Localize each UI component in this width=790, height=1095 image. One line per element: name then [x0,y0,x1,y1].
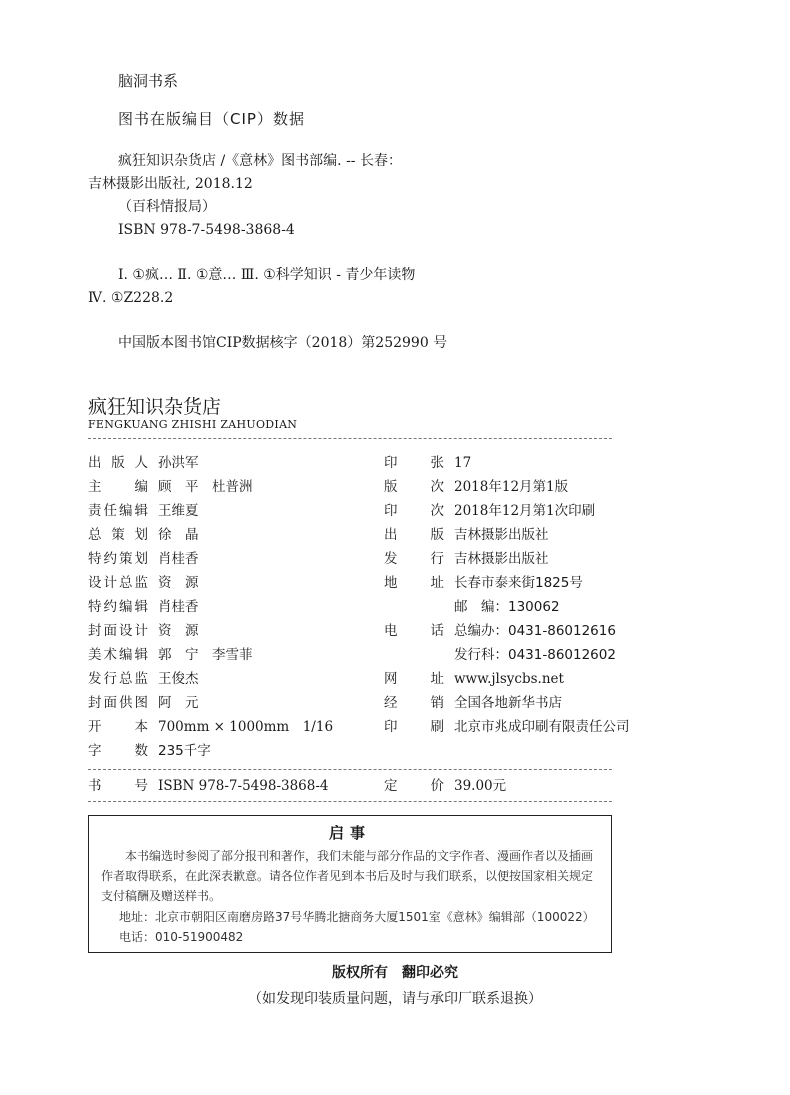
cip-line: 吉林摄影出版社, 2018.12 [88,176,253,192]
cip-line: ISBN 978-7-5498-3868-4 [118,222,295,238]
divider [88,769,612,770]
series-name: 脑洞书系 [118,72,179,90]
info-label: 印张 [384,455,444,471]
info-label: 发行 [384,551,444,567]
cip-line: 疯狂知识杂货店 /《意林》图书部编. -- 长春： [118,153,402,169]
divider [88,438,612,439]
notice-address: 地址：北京市朝阳区南磨房路37号华腾北搪商务大厦1501室《意林》编辑部（100022） [119,910,595,924]
book-title: 疯狂知识杂货店 [88,396,222,418]
info-value: 顾 平 杜普洲 [158,479,253,495]
info-value: 孙洪军 [158,455,199,471]
info-value: 总编办：0431-86012616 [454,623,616,639]
info-value: 吉林摄影出版社 [454,551,549,567]
info-label: 定价 [384,778,444,794]
info-label: 美术编辑 [88,647,148,663]
book-title-pinyin: FENGKUANG ZHISHI ZAHUODIAN [88,418,298,431]
cip-block [88,150,447,355]
notice-phone: 电话：010-51900482 [119,930,244,944]
info-label: 特约编辑 [88,599,148,615]
info-value: 17 [454,455,472,471]
info-label: 书号 [88,778,148,794]
info-label: 版次 [384,479,444,495]
info-label: 经销 [384,695,444,711]
cip-line: 中国版本图书馆CIP数据核字（2018）第252990 号 [118,335,448,351]
info-value: 北京市兆成印刷有限责任公司 [454,719,630,735]
info-label: 字数 [88,743,148,759]
info-value: 郭 宁 李雪菲 [158,647,253,663]
info-value: 吉林摄影出版社 [454,527,549,543]
info-label: 出版 [384,527,444,543]
info-label: 责任编辑 [88,503,148,519]
info-label: 封面供图 [88,695,148,711]
info-label: 主编 [88,479,148,495]
info-value: 邮 编：130062 [454,599,560,615]
cip-heading: 图书在版编目（CIP）数据 [118,110,305,128]
info-value: 700mm × 1000mm 1/16 [158,719,334,735]
info-label: 发行总监 [88,671,148,687]
info-value: 235千字 [158,743,211,759]
notice-title: 启事 [328,824,371,842]
info-value: 肖桂香 [158,551,199,567]
cip-line: Ⅰ. ①疯… Ⅱ. ①意… Ⅲ. ①科学知识 - 青少年读物 [118,267,416,283]
info-label: 总策划 [88,527,148,543]
info-label: 出版人 [88,455,148,471]
info-label: 开本 [88,719,148,735]
info-value: 2018年12月第1次印刷 [454,503,596,519]
info-value: 王俊杰 [158,671,199,687]
quality-note: （如发现印装质量问题，请与承印厂联系退换） [248,991,542,1007]
info-value: 资 源 [158,575,199,591]
info-value: 王维夏 [158,503,199,519]
info-label: 电话 [384,623,444,639]
copyright-notice: 版权所有 翻印必究 [332,965,458,981]
info-value: www.jlsycbs.net [454,671,564,687]
info-value: 资 源 [158,623,199,639]
cip-line: Ⅳ. ①Z228.2 [88,290,174,306]
info-label: 地址 [384,575,444,591]
info-value: 全国各地新华书店 [454,695,562,711]
info-value: 长春市泰来街1825号 [454,575,583,591]
info-value: 阿 元 [158,695,199,711]
info-label: 印次 [384,503,444,519]
cip-line: （百科情报局） [118,199,216,215]
info-value: 徐 晶 [158,527,199,543]
isbn-value: ISBN 978-7-5498-3868-4 [158,778,329,794]
info-value: 2018年12月第1版 [454,479,569,495]
info-value: 发行科：0431-86012602 [454,647,616,663]
info-label: 特约策划 [88,551,148,567]
price-value: 39.00元 [454,778,507,794]
info-label: 设计总监 [88,575,148,591]
info-label: 网址 [384,671,444,687]
info-label: 印刷 [384,719,444,735]
notice-box [88,815,612,953]
info-label: 封面设计 [88,623,148,639]
info-value: 肖桂香 [158,599,199,615]
notice-body: 本书编选时参阅了部分报刊和著作，我们未能与部分作品的文字作者、漫画作者以及插画作者取得联系，在此深表歉意。请各位作者见到本书后及时与我们联系，以便按国家相关规定支付稿酬及赠送样书。 [101,849,594,903]
divider [88,801,612,802]
